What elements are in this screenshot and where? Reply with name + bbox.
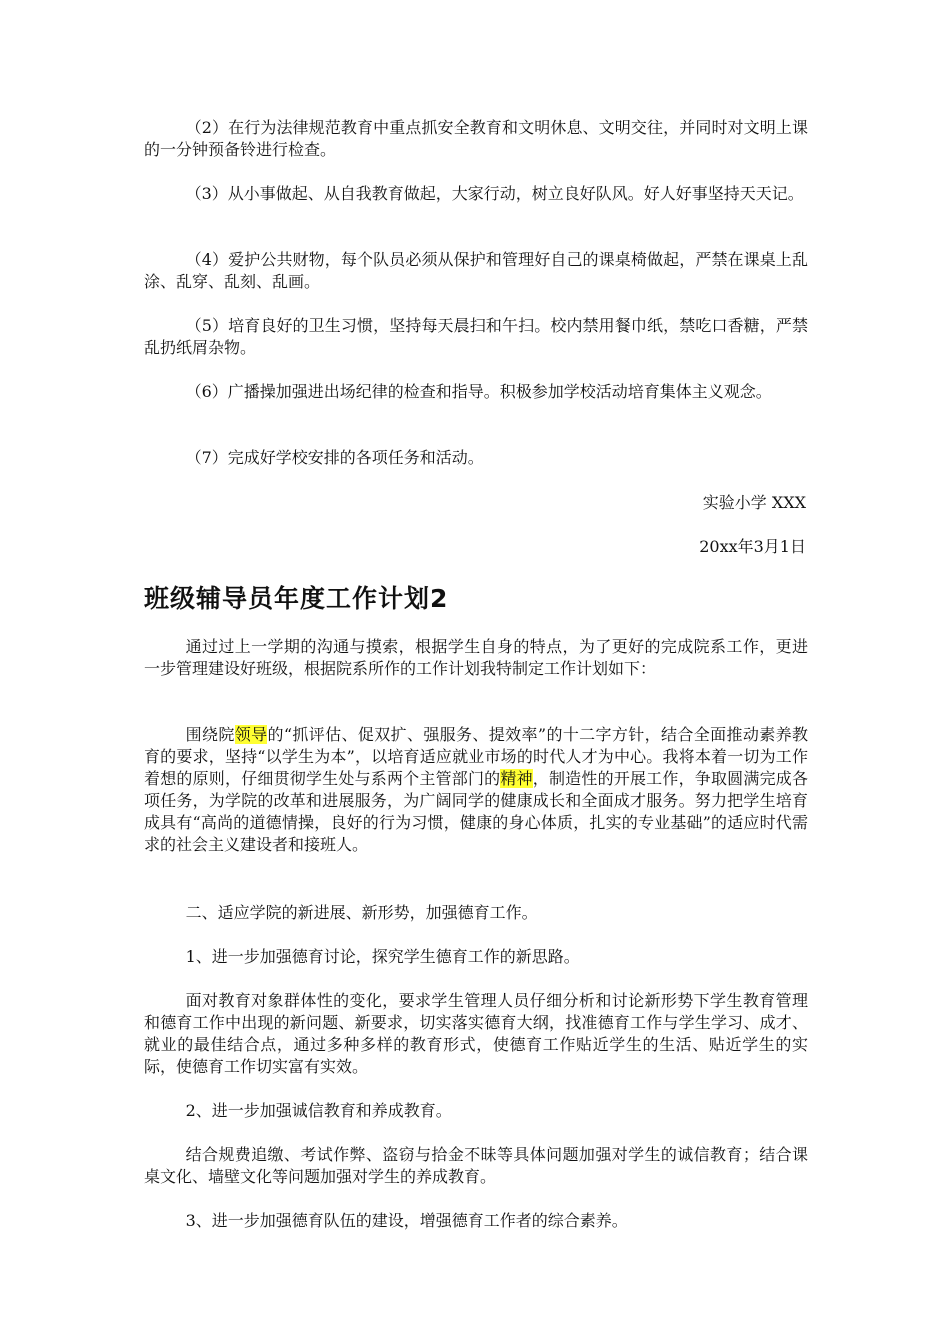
text-segment: ，制造性的开展工作，争取圆满完成各项任务，为学院的改革和进展服务，为广阔同学的健康成长和全面成才服务。努力把学生培育成具有“高尚的道德情操，良好的行为习惯，健康的身心体质，扎实的专业基础”的适应时代需求的社会主义建设者和接班人。 xyxy=(144,769,808,854)
list-item: （4）爱护公共财物，每个队员必须从保护和管理好自己的课桌椅做起，严禁在课桌上乱涂、乱穿、乱刻、乱画。 xyxy=(144,250,808,291)
section-heading: 二、适应学院的新进展、新形势，加强德育工作。 xyxy=(185,903,538,922)
date: 20xx年3月1日 xyxy=(699,537,806,556)
list-item: （2）在行为法律规范教育中重点抓安全教育和文明休息、文明交往，并同时对文明上课的一分钟预备铃进行检查。 xyxy=(144,118,808,159)
subsection-heading: 3、进一步加强德育队伍的建设，增强德育工作者的综合素养。 xyxy=(185,1211,628,1230)
text-segment: 的“抓评估、促双扩、强服务、提效率”的十二字方针，结合全面推动素养教育的要求，坚持“以学生为本”，以培育适应就业市场的时代人才为中心。我将本着一切为工作着想的原则，仔细贯彻学生处与系两个主管部门的 xyxy=(144,725,808,788)
highlighted-text: 领导 xyxy=(234,725,268,744)
highlighted-text: 精神 xyxy=(500,769,533,788)
list-item: （6）广播操加强进出场纪律的检查和指导。积极参加学校活动培育集体主义观念。 xyxy=(185,382,772,401)
signature: 实验小学 XXX xyxy=(702,493,806,512)
subsection-heading: 1、进一步加强德育讨论，探究学生德育工作的新思路。 xyxy=(185,947,580,966)
body-paragraph: 结合规费追缴、考试作弊、盗窃与拾金不昧等具体问题加强对学生的诚信教育；结合课桌文化、墙壁文化等问题加强对学生的养成教育。 xyxy=(144,1145,808,1186)
list-item: （3）从小事做起、从自我教育做起，大家行动，树立良好队风。好人好事坚持天天记。 xyxy=(185,184,804,203)
text-segment: 围绕院 xyxy=(185,725,235,744)
intro-paragraph: 通过过上一学期的沟通与摸索，根据学生自身的特点，为了更好的完成院系工作，更进一步管理建设好班级，根据院系所作的工作计划我特制定工作计划如下： xyxy=(144,637,808,678)
list-item: （7）完成好学校安排的各项任务和活动。 xyxy=(185,448,484,467)
subsection-heading: 2、进一步加强诚信教育和养成教育。 xyxy=(185,1101,452,1120)
page-title: 班级辅导员年度工作计划2 xyxy=(144,584,449,613)
guideline-paragraph xyxy=(144,724,808,856)
body-paragraph: 面对教育对象群体性的变化，要求学生管理人员仔细分析和讨论新形势下学生教育管理和德育工作中出现的新问题、新要求，切实落实德育大纲，找准德育工作与学生学习、成才、就业的最佳结合点，通过多种多样的教育形式，使德育工作贴近学生的生活、贴近学生的实际，使德育工作切实富有实效。 xyxy=(144,991,808,1076)
list-item: （5）培育良好的卫生习惯，坚持每天晨扫和午扫。校内禁用餐巾纸，禁吃口香糖，严禁乱扔纸屑杂物。 xyxy=(144,316,808,357)
